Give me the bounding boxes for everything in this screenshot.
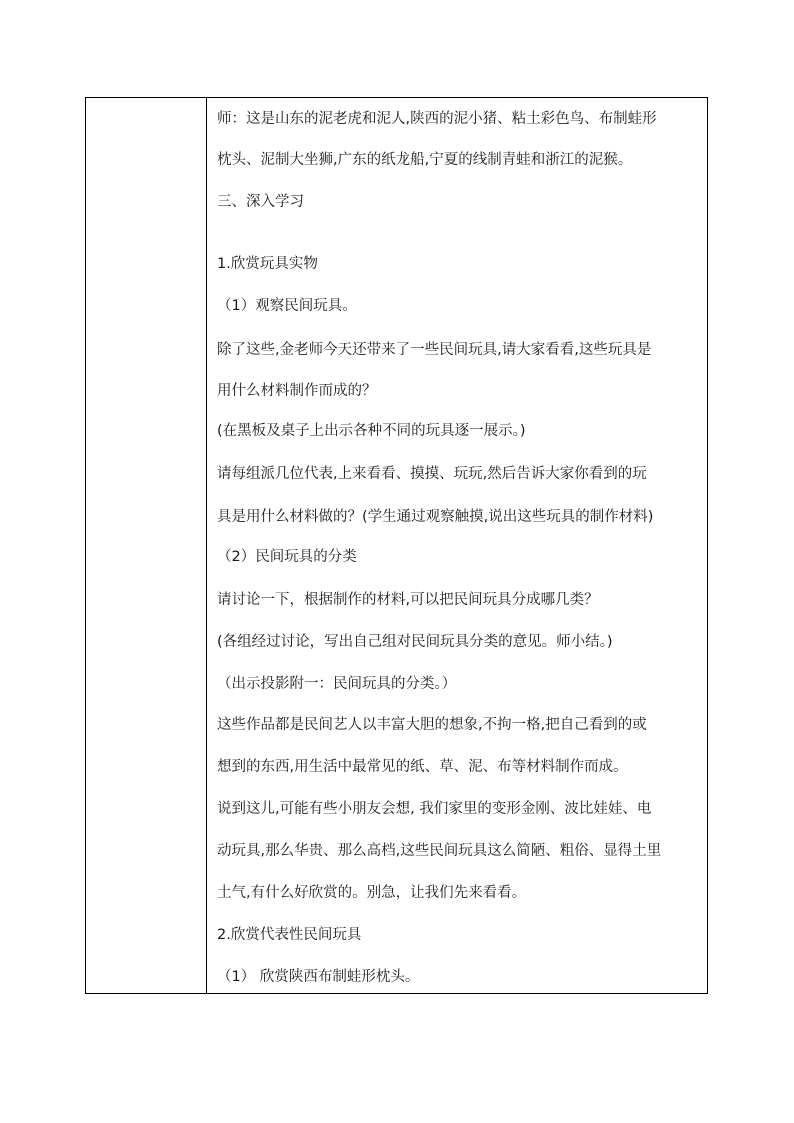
text-line: （1） 欣赏陕西布制蛙形枕头。 [217,969,420,985]
text-line: （1）观察民间玩具。 [217,298,357,314]
section-heading: 三、深入学习 [217,194,304,210]
lesson-table [85,97,708,994]
text-line: （出示投影附一：民间玩具的分类。） [217,676,457,692]
content-cell [207,98,707,993]
text-line: 用什么材料制作而成的？ [217,383,377,399]
text-line: 说到这儿,可能有些小朋友会想, 我们家里的变形金刚、波比娃娃、电 [217,801,652,817]
text-line: 请每组派几位代表,上来看看、摸摸、玩玩,然后告诉大家你看到的玩 [217,466,647,482]
text-line: 土气,有什么好欣赏的。别急，让我们先来看看。 [217,885,527,901]
subsection-heading: 2.欣赏代表性民间玩具 [217,927,362,943]
text-line: 想到的东西,用生活中最常见的纸、草、泥、布等材料制作而成。 [217,759,628,775]
text-line: 这些作品都是民间艺人以丰富大胆的想象,不拘一格,把自己看到的或 [217,717,647,733]
text-line: 枕头、泥制大坐狮,广东的纸龙船,宁夏的线制青蛙和浙江的泥猴。 [217,152,633,168]
left-column-cell [86,98,207,993]
text-line: (在黑板及桌子上出示各种不同的玩具逐一展示。) [217,423,526,439]
text-line: （2）民间玩具的分类 [217,549,357,565]
text-line: 师：这是山东的泥老虎和泥人,陕西的泥小猪、粘土彩色鸟、布制蛙形 [217,111,657,127]
text-line: 除了这些,金老师今天还带来了一些民间玩具,请大家看看,这些玩具是 [217,342,652,358]
text-line: 请讨论一下，根据制作的材料,可以把民间玩具分成哪几类？ [217,592,599,608]
text-line: (各组经过讨论，写出自己组对民间玩具分类的意见。师小结。) [217,634,613,650]
subsection-heading: 1.欣赏玩具实物 [217,256,318,272]
text-line: 具是用什么材料做的？(学生通过观察触摸,说出这些玩具的制作材料) [217,509,654,525]
text-line: 动玩具,那么华贵、那么高档,这些民间玩具这么简陋、粗俗、显得土里 [217,843,662,859]
